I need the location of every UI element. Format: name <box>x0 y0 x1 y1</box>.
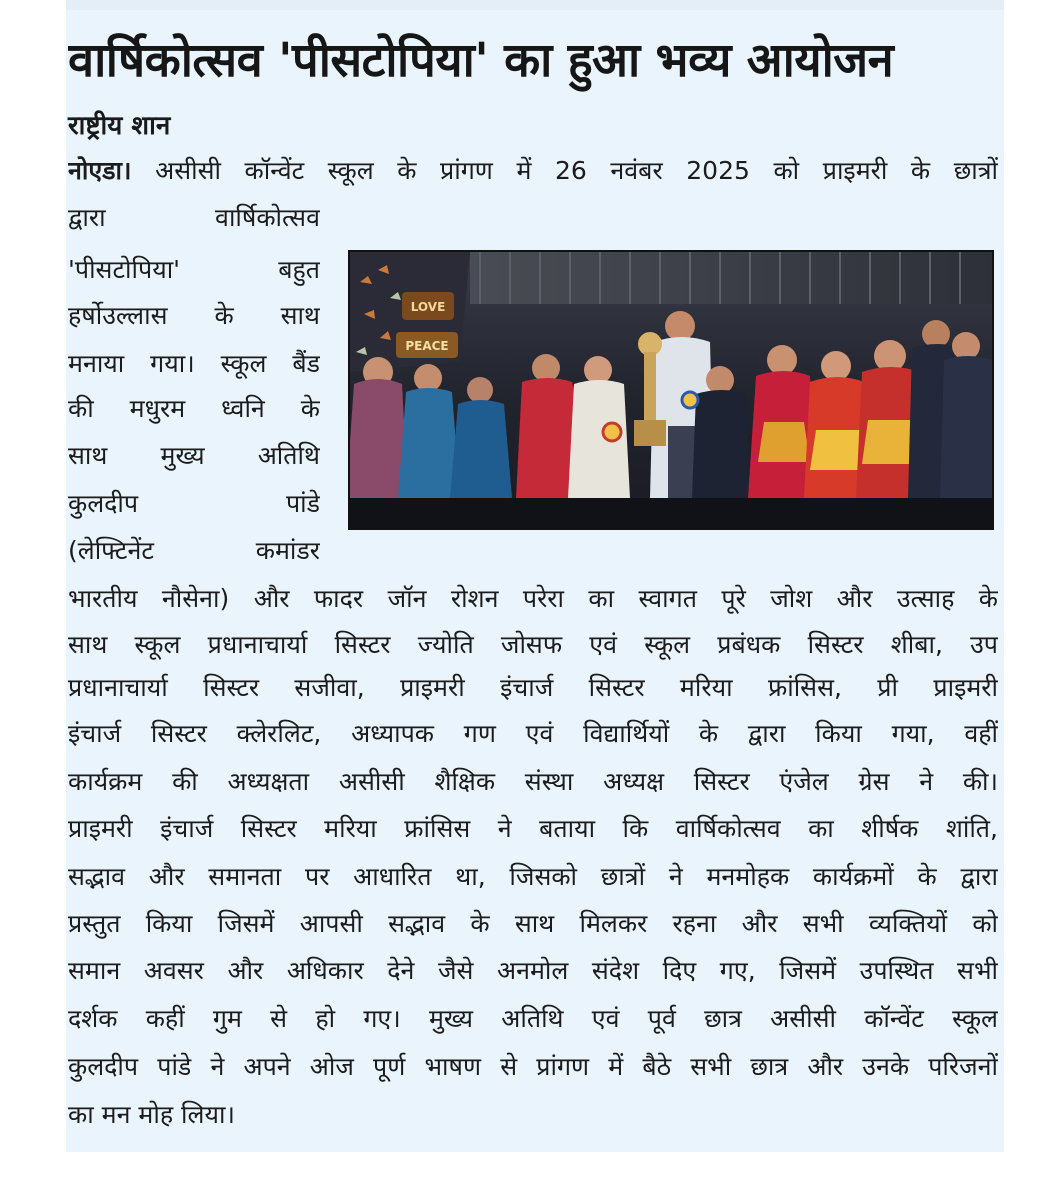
body-line: प्रधानाचार्या सिस्टर सजीवा, प्राइमरी इंचार्ज सिस्टर मरिया फ्रांसिस, प्री प्राइमरी <box>68 673 998 702</box>
body-line: का मन मोह लिया। <box>68 1100 235 1129</box>
column-line: साथ मुख्य अतिथि <box>68 441 320 470</box>
column-line: द्वारा वार्षिकोत्सव <box>68 203 320 232</box>
award-ceremony-photo <box>350 252 992 528</box>
peace-sign <box>396 332 458 358</box>
body-line: समान अवसर और अधिकार देने जैसे अनमोल संदेश दिए गए, जिसमें उपस्थित सभी <box>68 956 998 985</box>
column-line: (लेफ्टिनेंट कमांडर <box>68 536 320 565</box>
lead-line <box>68 150 998 193</box>
sign-love-text: LOVE <box>410 300 446 314</box>
byline: राष्ट्रीय शान <box>68 111 171 141</box>
body-line: दर्शक कहीं गुम से हो गए। मुख्य अतिथि एवं पूर्व छात्र असीसी कॉन्वेंट स्कूल <box>68 1004 998 1033</box>
sign-peace-text: PEACE <box>405 339 449 353</box>
body-line: भारतीय नौसेना) और फादर जॉन रोशन परेरा का स्वागत पूरे जोश और उत्साह के <box>68 584 998 613</box>
body-line: प्राइमरी इंचार्ज सिस्टर मरिया फ्रांसिस ने बताया कि वार्षिकोत्सव का शीर्षक शांति, <box>68 814 998 843</box>
column-line: कुलदीप पांडे <box>68 489 320 518</box>
column-line: हर्षोउल्लास के साथ <box>68 301 320 330</box>
lead-line-text: असीसी कॉन्वेंट स्कूल के प्रांगण में 26 नवंबर 2025 को प्राइमरी के छात्रों <box>155 156 998 185</box>
newspaper-clipping <box>66 0 1004 1152</box>
love-sign <box>402 292 454 320</box>
dateline-location: नोएडा। <box>68 156 132 185</box>
body-line: कार्यक्रम की अध्यक्षता असीसी शैक्षिक संस्था अध्यक्ष सिस्टर एंजेल ग्रेस ने की। <box>68 767 998 796</box>
column-line: की मधुरम ध्वनि के <box>68 394 320 423</box>
previous-article-strip <box>66 0 1004 10</box>
headline: वार्षिकोत्सव 'पीसटोपिया' का हुआ भव्य आयोजन <box>68 33 894 88</box>
column-line: 'पीसटोपिया' बहुत <box>68 255 320 284</box>
event-photo <box>348 250 994 530</box>
body-line: प्रस्तुत किया जिसमें आपसी सद्भाव के साथ मिलकर रहना और सभी व्यक्तियों को <box>68 909 998 938</box>
body-line: कुलदीप पांडे ने अपने ओज पूर्ण भाषण से प्रांगण में बैठे सभी छात्र और उनके परिजनों <box>68 1052 998 1081</box>
body-line: सद्भाव और समानता पर आधारित था, जिसको छात्रों ने मनमोहक कार्यक्रमों के द्वारा <box>68 862 998 891</box>
body-line: इंचार्ज सिस्टर क्लेरलिट, अध्यापक गण एवं विद्यार्थियों के द्वारा किया गया, वहीं <box>68 719 998 748</box>
body-line: साथ स्कूल प्रधानाचार्या सिस्टर ज्योति जोसफ एवं स्कूल प्रबंधक सिस्टर शीबा, उप <box>68 630 998 659</box>
column-line: मनाया गया। स्कूल बैंड <box>68 349 320 378</box>
